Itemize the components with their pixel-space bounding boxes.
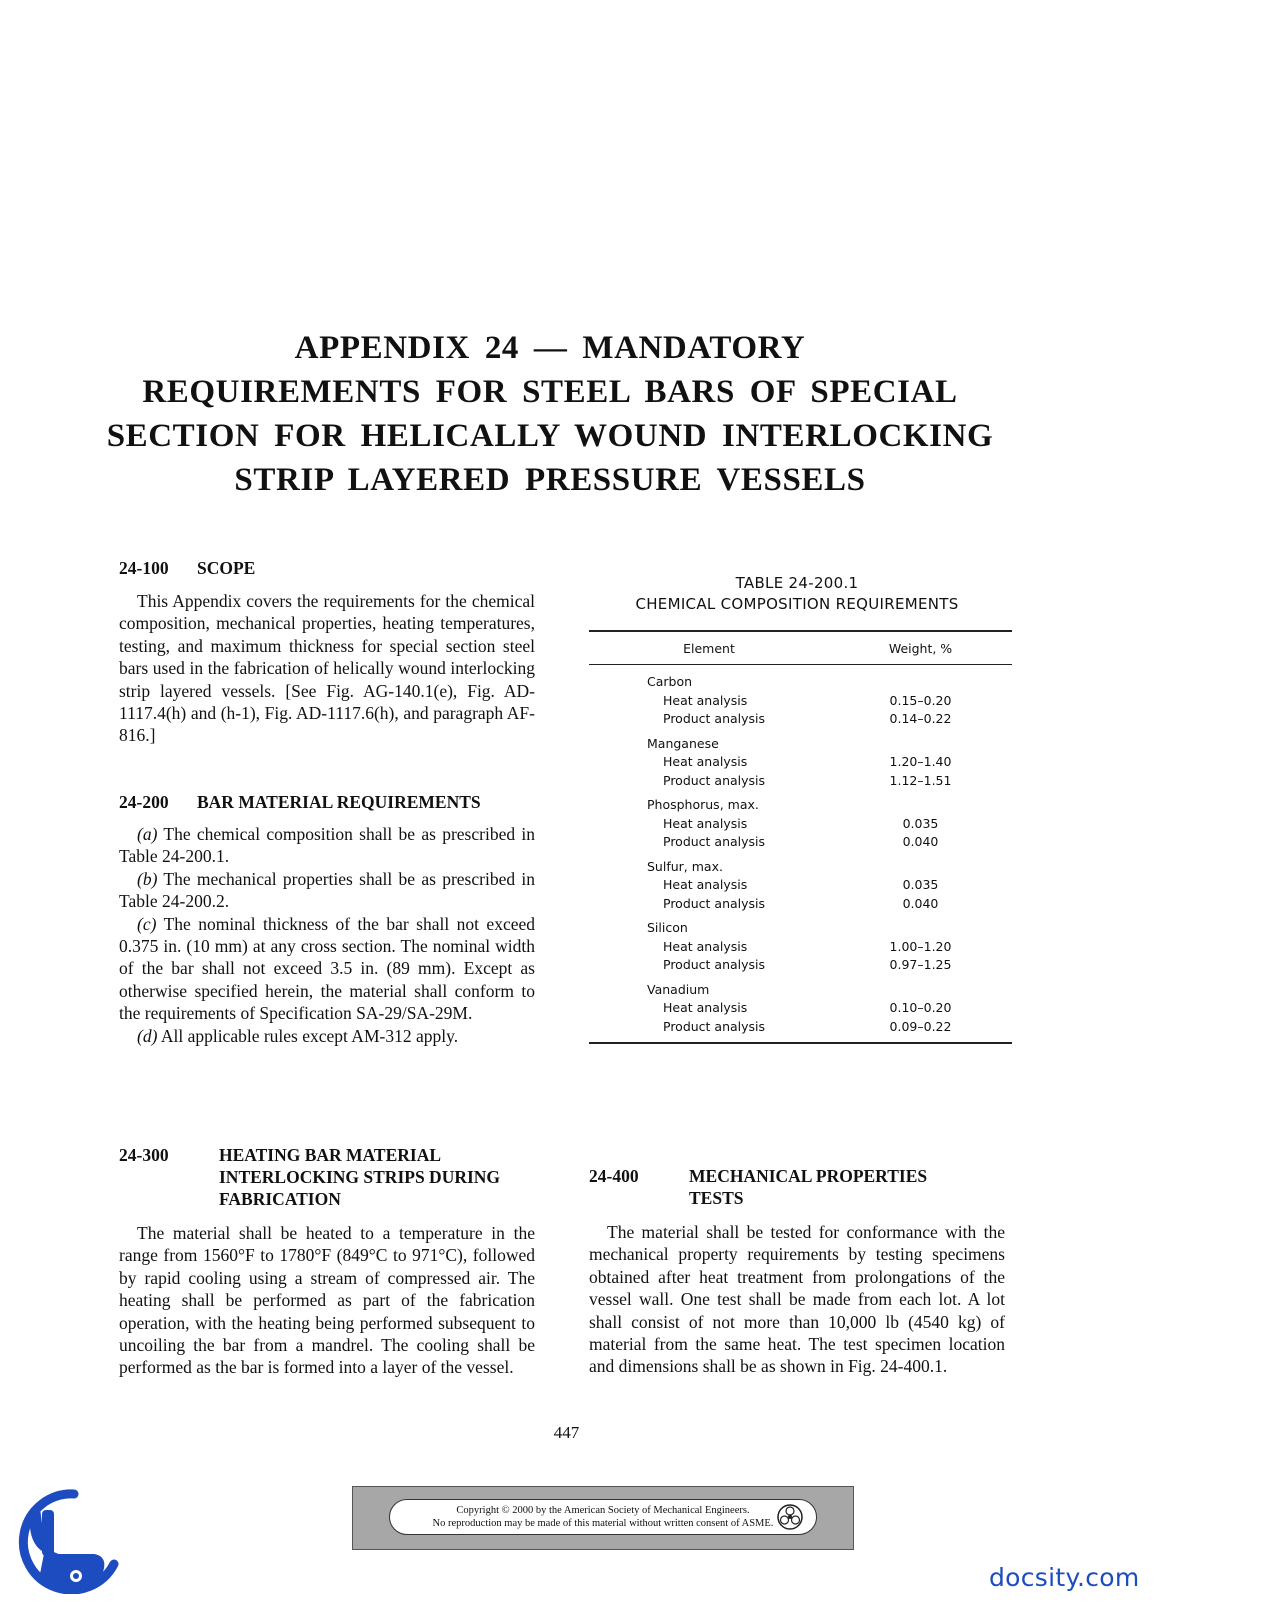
item-text: The nominal thickness of the bar shall not exceed 0.375 in. (10 mm) at any cross section. The nominal width of the bar shall not exceed 3.5 in. (89 mm). Except as otherwise specified herein, the material shall conform to the requirements of Specification SA-29/SA-29M. [119,913,535,1024]
list-item [119,868,535,913]
title-line: APPENDIX 24 — MANDATORY [294,330,806,366]
table-number: TABLE 24-200.1 [735,574,859,592]
table-row [589,1018,1012,1037]
row-label: Heat analysis [663,815,748,831]
section-heading [119,1144,535,1210]
section-title-line: HEATING BAR MATERIAL [219,1145,442,1165]
column-header-weight: Weight, % [888,640,953,656]
row-label: Heat analysis [663,938,748,954]
table-header [589,632,1012,665]
table-body [589,665,1012,1044]
chemical-composition-table [589,630,1012,1044]
item-label: (c) [137,913,157,934]
item-text: The chemical composition shall be as prescribed in Table 24-200.1. [119,824,535,867]
element-name: Vanadium [647,981,710,997]
row-value: 0.10–0.20 [889,1000,952,1015]
section-number: 24-300 [119,1145,169,1165]
element-name: Silicon [647,920,688,935]
element-name: Carbon [647,674,693,689]
row-value: 0.09–0.22 [889,1018,952,1034]
row-value: 0.97–1.25 [889,957,952,972]
copyright-notice [389,1499,817,1535]
section-title-line: FABRICATION [219,1189,341,1209]
element-name: Sulfur, max. [647,858,723,874]
row-value: 0.040 [902,834,939,849]
section-title: SCOPE [197,558,256,578]
title-line: STRIP LAYERED PRESSURE VESSELS [234,462,866,498]
row-label: Heat analysis [663,754,748,769]
table-row [589,710,1012,729]
list-item [119,823,535,868]
row-value: 1.20–1.40 [889,754,952,769]
item-label: (a) [137,824,158,844]
row-label: Heat analysis [663,692,748,708]
table-row [589,815,1012,834]
table-row [589,692,1012,711]
table-group [589,796,1012,852]
row-label: Heat analysis [663,1000,748,1015]
docsity-watermark[interactable]: docsity.com [989,1563,1140,1592]
row-value: 0.035 [902,815,939,831]
section-24-100 [119,557,535,747]
section-24-200 [119,791,535,1047]
row-value: 0.040 [902,895,939,911]
row-label: Product analysis [663,1018,766,1034]
section-heading [589,1165,1005,1209]
section-number: 24-100 [119,558,169,578]
section-number: 24-400 [589,1166,639,1186]
section-heading [119,791,535,813]
row-label: Product analysis [663,895,766,911]
section-paragraph: The material shall be tested for conformance with the mechanical property requirements by testing specimens obtained after heat treatment from prolongations of the vessel wall. One test shall be made from each lot. A lot shall consist of not more than 10,000 lb (4540 kg) of material from the same heat. The test specimen location and dimensions shall be as shown in Fig. 24-400.1. [589,1222,1005,1377]
table-row [589,938,1012,957]
row-label: Product analysis [663,772,766,788]
table-row [589,956,1012,975]
copyright-line: No reproduction may be made of this material without written consent of ASME. [432,1518,774,1529]
section-title-line: TESTS [689,1188,744,1208]
page-title [0,326,1100,502]
section-number: 24-200 [119,792,169,812]
asme-seal-icon [776,1503,804,1531]
item-text: The mechanical properties shall be as prescribed in Table 24-200.2. [119,868,536,912]
table-group [589,981,1012,1037]
row-value: 1.00–1.20 [889,938,952,954]
section-paragraph: This Appendix covers the requirements for the chemical composition, mechanical properties, heating temperatures, testing, and maximum thickness for special section steel bars used in the fabrication of helically wound interlocking strip layered vessels. [See Fig. AG-140.1(e), Fig. AD-1117.4(h) and (h-1), Fig. AD-1117.6(h), and paragraph AF-816.] [119,591,535,746]
section-title [689,1165,927,1209]
row-label: Product analysis [663,834,766,849]
table-group [589,735,1012,791]
row-label: Heat analysis [663,877,748,892]
section-heading [119,557,535,579]
section-paragraph: The material shall be heated to a temperature in the range from 1560°F to 1780°F (849°C to 971°C), followed by rapid cooling using a stream of compressed air. The heating shall be performed as part of the fabrication operation, with the heating being performed subsequent to uncoiling the bar from a mandrel. The cooling shall be performed as the bar is formed into a layer of the vessel. [119,1223,535,1378]
table-row [589,895,1012,914]
title-line: REQUIREMENTS FOR STEEL BARS OF SPECIAL [142,374,958,410]
table-title: CHEMICAL COMPOSITION REQUIREMENTS [635,595,959,613]
page-number: 447 [553,1423,580,1442]
table-group [589,858,1012,914]
section-24-300 [119,1144,535,1379]
element-name: Manganese [647,735,719,751]
list-item [119,1025,535,1047]
item-label: (b) [137,868,158,889]
item-label: (d) [137,1025,158,1046]
section-title [219,1144,500,1210]
column-header-element: Element [683,640,735,656]
table-row [589,772,1012,791]
table-row [589,753,1012,772]
section-title-line: MECHANICAL PROPERTIES [689,1166,928,1186]
table-row [589,999,1012,1018]
element-name: Phosphorus, max. [647,797,759,812]
table-group [589,673,1012,729]
row-value: 0.14–0.22 [889,711,952,726]
section-24-400 [589,1165,1005,1378]
table-row [589,876,1012,895]
row-label: Product analysis [663,711,766,726]
row-label: Product analysis [663,957,766,972]
table-row [589,833,1012,852]
table-caption [589,573,1005,615]
section-title: BAR MATERIAL REQUIREMENTS [197,792,481,812]
row-value: 0.15–0.20 [889,692,952,708]
section-title-line: INTERLOCKING STRIPS DURING [219,1167,501,1187]
docsity-logo-icon [14,1488,120,1594]
list-item [119,913,535,1025]
copyright-box [352,1486,854,1550]
row-value: 0.035 [902,877,939,892]
copyright-line: Copyright © 2000 by the American Society of Mechanical Engineers. [456,1505,750,1516]
title-line: SECTION FOR HELICALLY WOUND INTERLOCKING [106,418,994,454]
row-value: 1.12–1.51 [889,772,952,788]
item-text: All applicable rules except AM-312 apply. [160,1025,459,1046]
table-group [589,919,1012,975]
